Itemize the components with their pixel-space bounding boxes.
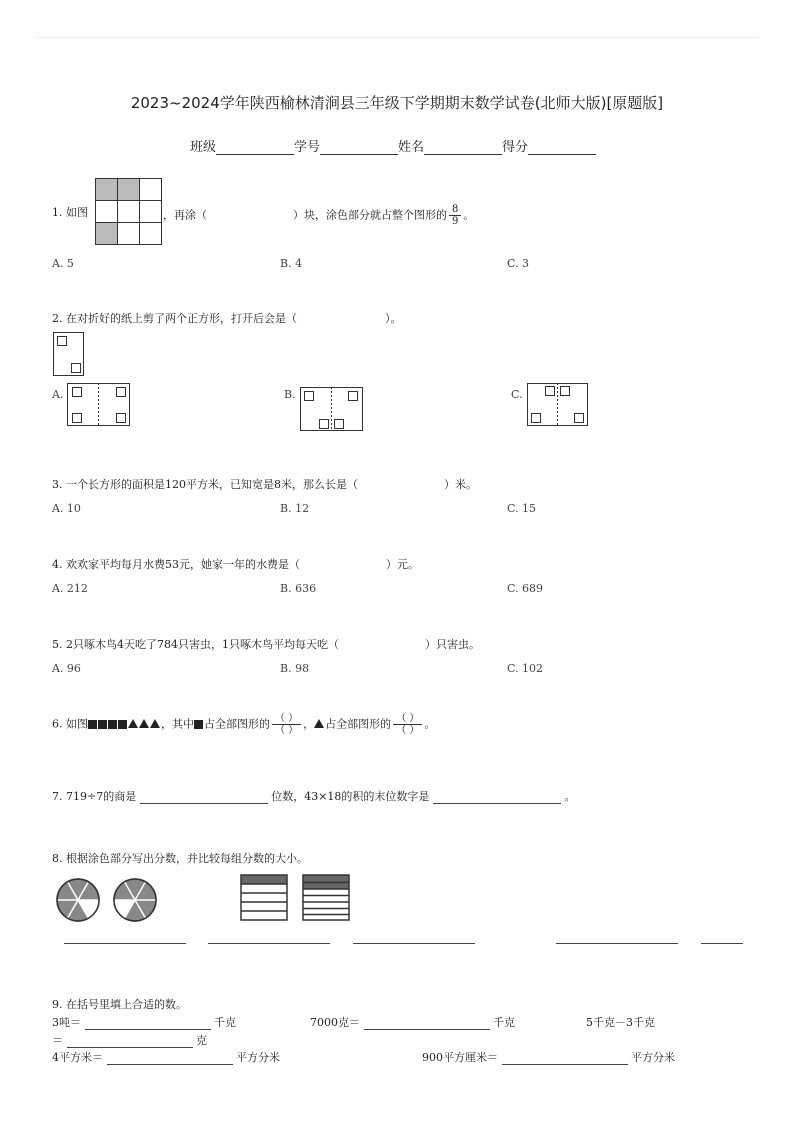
option-a[interactable]: A. [52,388,64,401]
question-text: 位数，43×18的积的末位数字是 [271,790,430,803]
question-text: 在括号里填上合适的数。 [66,998,187,1011]
q9-item-c [586,1014,655,1030]
answer-line[interactable] [353,943,475,944]
class-label: 班级 [190,140,217,155]
rect-fraction-figure-2 [302,874,350,922]
circle-fraction-figure-1 [54,877,104,923]
answer-blank[interactable] [364,1017,490,1030]
question-number: 4. [52,558,63,571]
question-number: 5. [52,638,63,651]
question-text: 。 [564,790,576,803]
question-text: 。 [463,208,475,222]
question-text: ）米。 [444,478,477,491]
question-6 [52,713,435,736]
denominator-blank[interactable]: （ ） [275,725,299,736]
question-text: 占全部图形的 [204,717,270,731]
question-text: ， [303,717,315,731]
answer-line[interactable] [701,943,743,944]
denominator: 9 [452,216,459,227]
question-number: 3. [52,478,63,491]
q9-item-a [52,1014,236,1030]
triangle-icon [128,719,138,728]
question-text: 5千克－3千克 [586,1016,655,1029]
fraction-blank[interactable] [393,713,422,736]
answer-blank[interactable] [85,1017,211,1030]
page-title: 2023~2024学年陕西榆林清涧县三年级下学期期末数学试卷(北师大版)[原题版] [130,94,664,112]
question-7 [52,788,575,804]
answer-blank[interactable] [140,791,268,804]
square-icon [108,720,117,729]
class-field[interactable] [216,140,294,155]
answer-line[interactable] [556,943,678,944]
score-field[interactable] [528,140,596,155]
option-b[interactable]: B. 98 [280,662,310,675]
option-b-figure[interactable] [300,387,364,432]
question-text: 欢欢家平均每月水费53元，她家一年的水费是（ [66,558,300,571]
unit-label: 平方分米 [631,1051,675,1064]
q9-item-c-cont [52,1032,207,1048]
name-field[interactable] [424,140,502,155]
denominator-blank[interactable]: （ ） [396,725,420,736]
option-c[interactable]: C. 3 [507,257,530,270]
question-text: 719÷7的商是 [66,790,137,803]
question-text: 如图 [66,717,88,731]
question-text: ，其中 [161,717,194,731]
question-text: 3吨＝ [52,1016,81,1029]
score-label: 得分 [502,140,529,155]
option-a-figure[interactable] [67,383,131,427]
triangle-icon [314,719,324,728]
option-c[interactable]: C. 102 [507,662,544,675]
option-c-figure[interactable] [527,383,589,427]
question-text: 900平方厘米＝ [422,1051,498,1064]
numerator-blank[interactable]: （ ） [272,713,301,725]
question-text: 。 [424,717,436,731]
square-icon [98,720,107,729]
question-8 [52,850,308,866]
unit-label: 平方分米 [236,1051,280,1064]
q9-item-b [310,1014,515,1030]
question-number: 7. [52,790,63,803]
id-field[interactable] [320,140,398,155]
question-4 [52,556,419,572]
answer-blank[interactable] [433,791,561,804]
option-b[interactable]: B. [284,388,296,401]
question-1 [52,204,88,220]
option-c[interactable]: C. 689 [507,582,544,595]
option-a[interactable]: A. 96 [52,662,81,675]
option-b[interactable]: B. 636 [280,582,317,595]
unit-label: 克 [196,1034,207,1047]
numerator-blank[interactable]: （ ） [393,713,422,725]
question-text: ＝ [52,1034,63,1047]
question-text: 占全部图形的 [325,717,392,731]
answer-blank[interactable] [502,1052,628,1065]
question-number: 2. [52,312,63,325]
triangle-icon [139,719,149,728]
question-text: 2只啄木鸟4天吃了784只害虫，1只啄木鸟平均每天吃（ [66,638,339,651]
question-text: ）只害虫。 [425,638,480,651]
answer-blank[interactable] [107,1052,233,1065]
answer-line[interactable] [208,943,330,944]
triangle-icon [150,719,160,728]
question-number: 9. [52,998,63,1011]
option-a[interactable]: A. 10 [52,502,81,515]
question-number: 6. [52,717,63,731]
option-b[interactable]: B. 4 [280,257,303,270]
fraction-blank[interactable] [272,713,301,736]
option-a[interactable]: A. 212 [52,582,88,595]
question-1-cont [163,204,474,227]
rect-fraction-figure-1 [240,874,288,922]
q9-item-d [52,1049,280,1065]
question-text: ）块，涂色部分就占整个图形的 [293,208,447,222]
unit-label: 千克 [214,1016,236,1029]
header-rule [36,37,758,38]
question-text: 7000克＝ [310,1016,360,1029]
question-text: 根据涂色部分写出分数，并比较每组分数的大小。 [66,852,308,865]
answer-blank[interactable] [67,1035,193,1048]
q1-grid-figure [95,178,163,245]
question-3 [52,476,477,492]
option-c[interactable]: C. 15 [507,502,537,515]
question-9 [52,996,187,1012]
square-icon [194,720,203,729]
unit-label: 千克 [493,1016,515,1029]
answer-line[interactable] [64,943,186,944]
question-2 [52,310,402,326]
question-number: 1. [52,206,63,219]
folded-paper-figure [53,332,85,377]
q9-item-e [422,1049,675,1065]
name-label: 姓名 [398,140,425,155]
circle-fraction-figure-2 [111,877,161,923]
question-text: 4平方米＝ [52,1051,103,1064]
question-text: ，再涂（ [163,208,207,222]
option-c[interactable]: C. [511,388,523,401]
square-icon [88,720,97,729]
question-number: 8. [52,852,63,865]
question-text: ）元。 [386,558,419,571]
fraction [449,204,461,227]
question-5 [52,636,480,652]
question-text: 如图 [66,206,88,219]
square-icon [118,720,127,729]
numerator: 8 [449,204,461,216]
id-label: 学号 [294,140,321,155]
option-b[interactable]: B. 12 [280,502,310,515]
student-info [190,136,596,155]
question-text: 在对折好的纸上剪了两个正方形，打开后会是（ [66,312,297,325]
question-text: 一个长方形的面积是120平方米，已知宽是8米，那么长是（ [66,478,358,491]
option-a[interactable]: A. 5 [52,257,74,270]
question-text: ）。 [385,312,402,325]
shapes-figure [88,718,161,731]
